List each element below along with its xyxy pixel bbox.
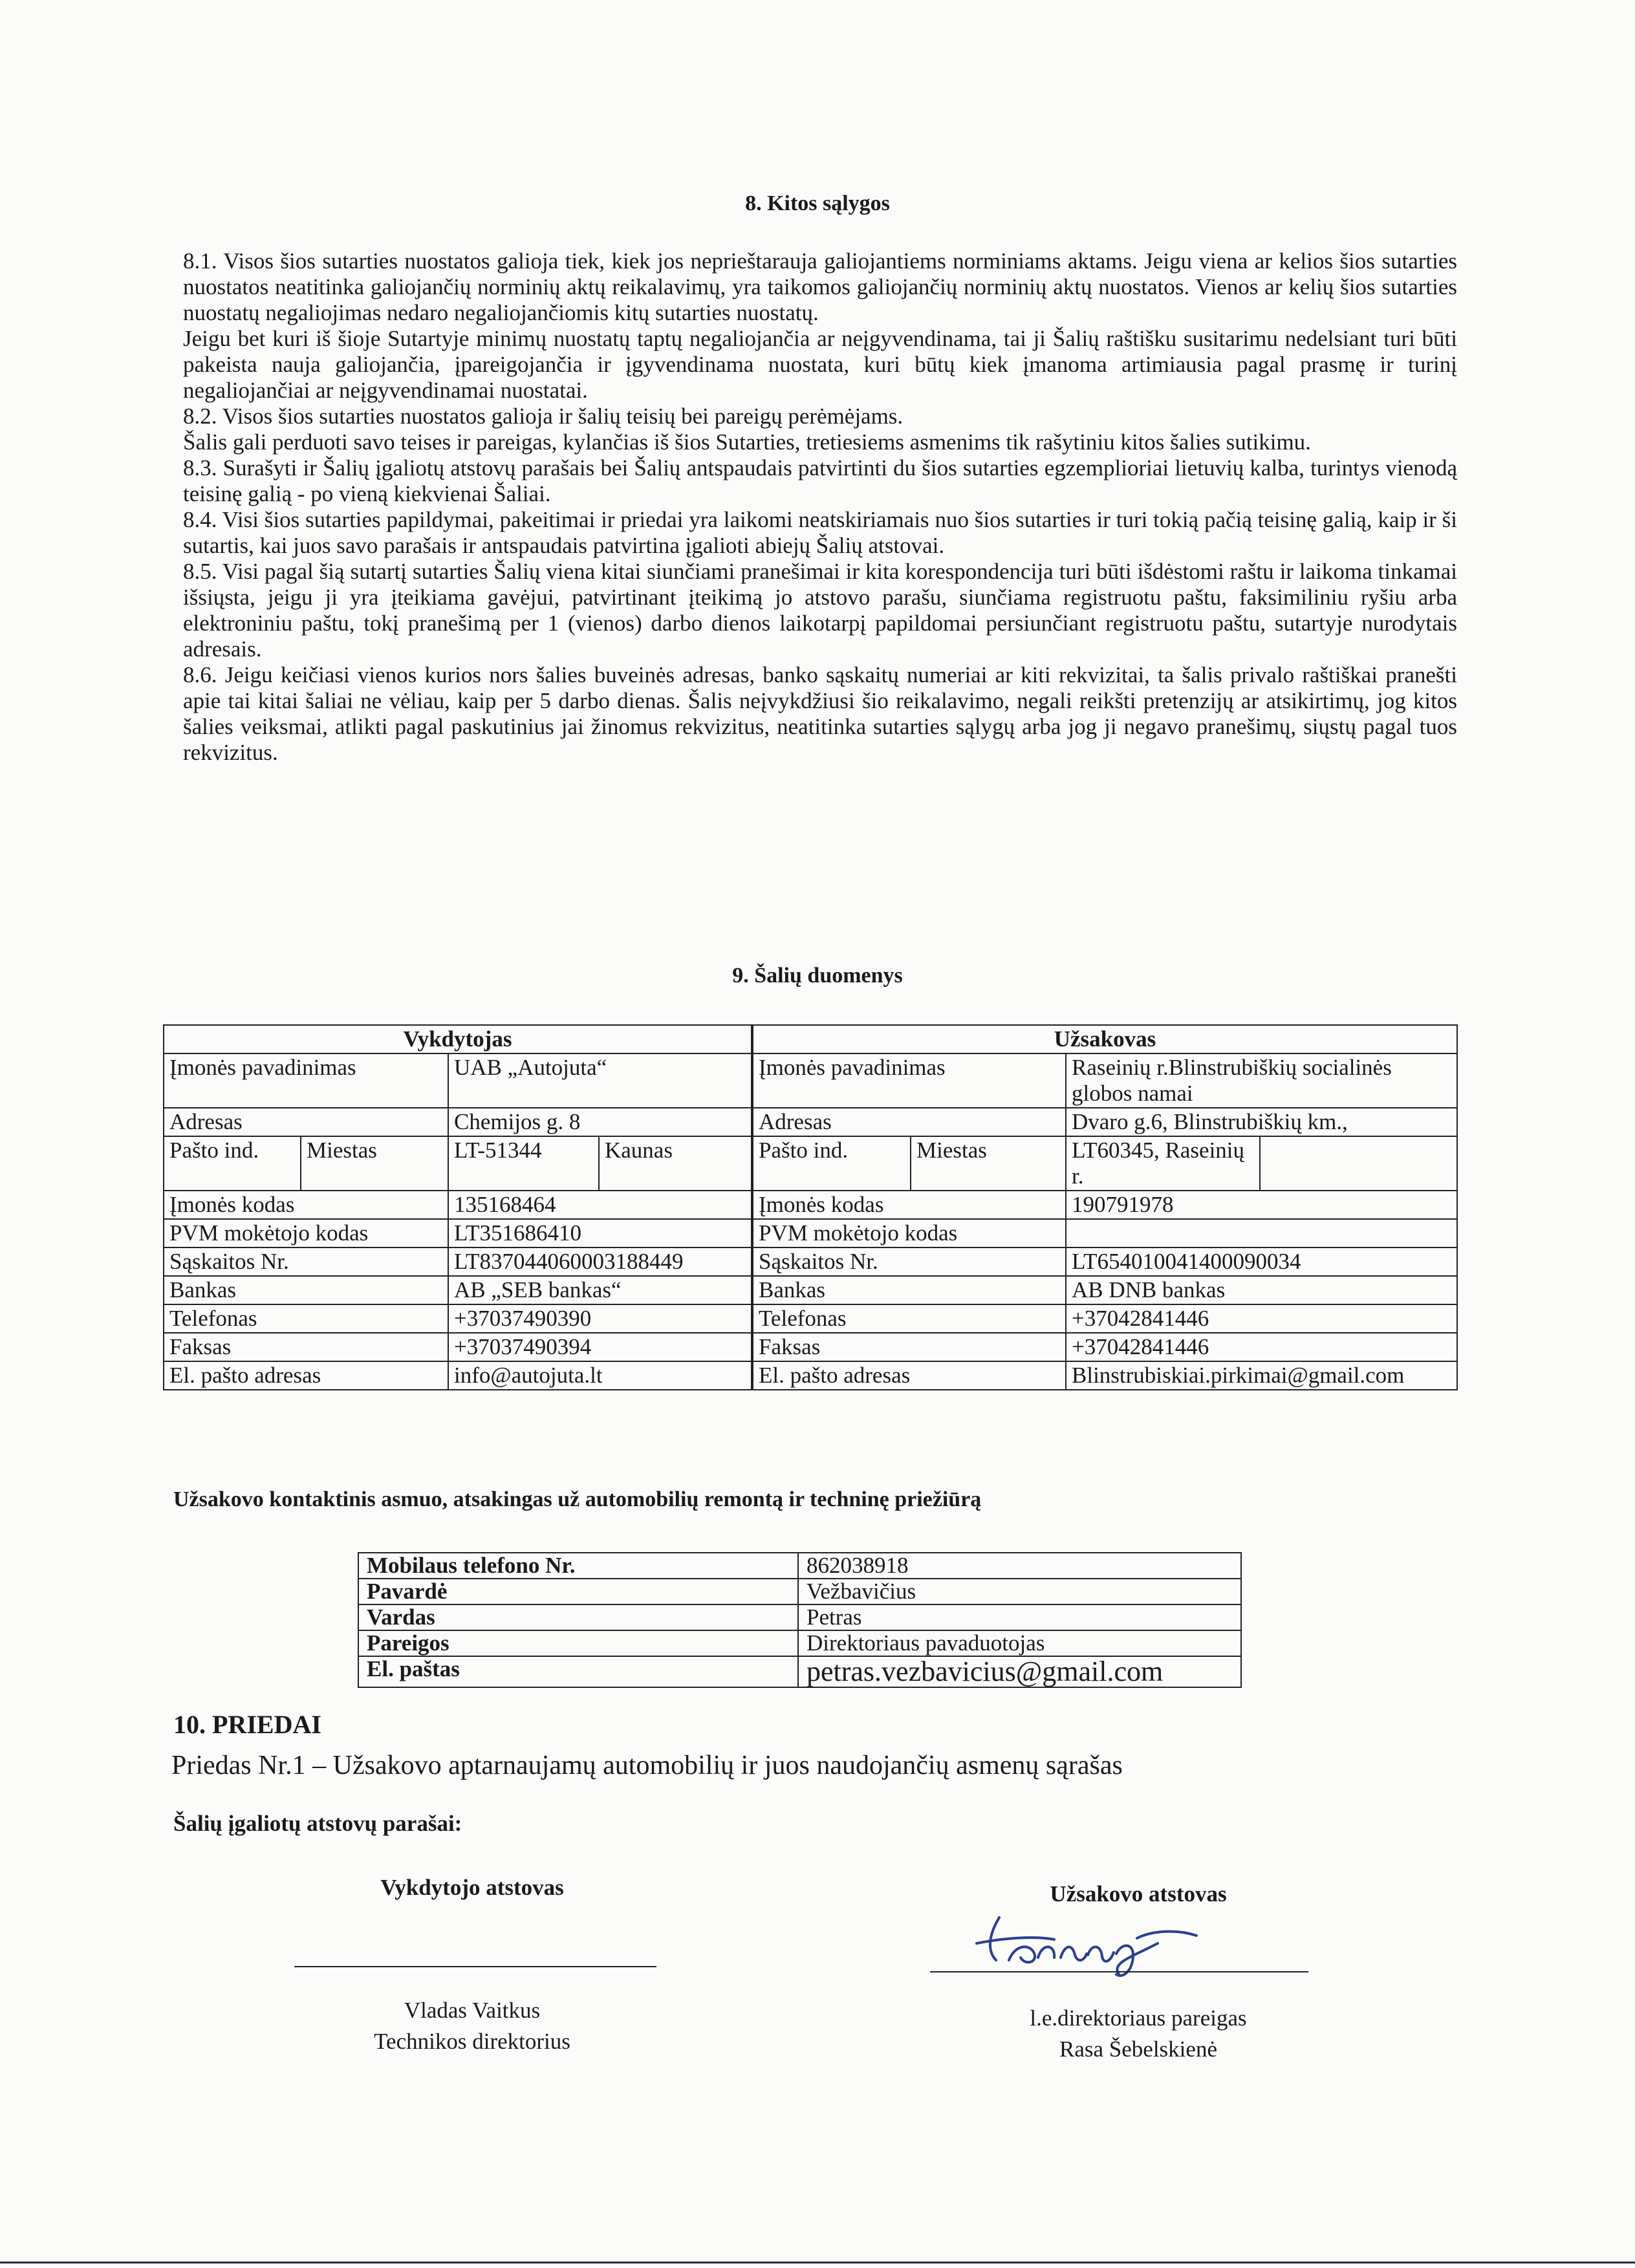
customer-value bbox=[1066, 1219, 1457, 1247]
table-row bbox=[358, 1604, 1241, 1630]
row-label: Bankas bbox=[164, 1276, 448, 1304]
table-row bbox=[358, 1579, 1241, 1604]
table-row bbox=[164, 1247, 1457, 1276]
customer-value: Blinstrubiskiai.pirkimai@gmail.com bbox=[1066, 1361, 1457, 1390]
customer-value: +37042841446 bbox=[1066, 1304, 1457, 1333]
customer-role: Užsakovo atstovas bbox=[1050, 1881, 1227, 1906]
row-label: Įmonės kodas bbox=[164, 1191, 448, 1219]
row-label: Sąskaitos Nr. bbox=[752, 1247, 1066, 1276]
executor-name: Vladas Vaitkus bbox=[404, 1998, 541, 2023]
executor-value: +37037490390 bbox=[448, 1304, 752, 1333]
customer-value: AB DNB bankas bbox=[1066, 1276, 1457, 1304]
city-label: Miestas bbox=[301, 1136, 448, 1191]
city-label: Miestas bbox=[911, 1136, 1066, 1191]
clause-paragraph: 8.1. Visos šios sutarties nuostatos galioja tiek, kiek jos neprieštarauja galiojantiems norminiams aktams. Jeigu viena ar kelios šios sutarties nuostatos neatitinka galiojančių norminių aktų reikalavimų, yra taikomos galiojančių norminių aktų nuostatos. Vienos ar kelių šios sutarties nuostatų negaliojimas nedaro negaliojančiomis kitų sutarties nuostatų. bbox=[183, 248, 1457, 325]
clause-paragraph: 8.5. Visi pagal šią sutartį sutarties Šalių viena kitai siunčiami pranešimai ir kita korespondencija turi būti išdėstomi raštu ir laikoma tinkamai išsiųsta, jeigu ji yra įteikiama gavėjui, patvirtinant įteikimą jo atstovo parašu, siunčiama registruotu paštu, faksimiliniu ryšiu arba elektroniniu paštu, tokį pranešimą per 1 (vienos) darbo dienos laikotarpį papildomai persiunčiant registruotu paštu, sutartyje nurodytais adresais. bbox=[183, 559, 1457, 662]
table-row bbox=[164, 1219, 1457, 1247]
executor-value: LT351686410 bbox=[448, 1219, 752, 1247]
section-9-title: 9. Šalių duomenys bbox=[732, 964, 903, 988]
customer-title: l.e.direktoriaus pareigas bbox=[1030, 2005, 1247, 2031]
executor-signatory bbox=[226, 1995, 718, 2057]
row-label: Įmonės pavadinimas bbox=[752, 1053, 1066, 1108]
contact-label: Pavardė bbox=[358, 1579, 798, 1604]
executor-signature-line bbox=[294, 1966, 656, 1967]
handwritten-signature bbox=[964, 1898, 1242, 1982]
row-label: El. pašto adresas bbox=[752, 1361, 1066, 1390]
executor-value: Chemijos g. 8 bbox=[448, 1108, 752, 1136]
executor-header: Vykdytojas bbox=[164, 1025, 752, 1053]
clause-paragraph: 8.4. Visi šios sutarties papildymai, pakeitimai ir priedai yra laikomi neatskiriamais nuo šios sutarties ir turi tokią pačią teisinę galią, kaip ir ši sutartis, kai juos savo parašais ir antspaudais patvirtina įgalioti abiejų Šalių atstovai. bbox=[183, 507, 1457, 558]
table-row bbox=[358, 1630, 1241, 1656]
contact-value: petras.vezbavicius@gmail.com bbox=[798, 1656, 1241, 1687]
table-row bbox=[164, 1304, 1457, 1333]
row-label: Bankas bbox=[752, 1276, 1066, 1304]
customer-name: Rasa Šebelskienė bbox=[1059, 2036, 1217, 2062]
table-row bbox=[164, 1053, 1457, 1108]
contact-value: 862038918 bbox=[798, 1553, 1241, 1579]
row-label: Faksas bbox=[164, 1333, 448, 1361]
executor-value: 135168464 bbox=[448, 1191, 752, 1219]
table-row bbox=[164, 1361, 1457, 1390]
section-10-title: 10. PRIEDAI bbox=[173, 1710, 321, 1739]
customer-signatory bbox=[893, 2003, 1384, 2065]
customer-signature-line bbox=[930, 1971, 1308, 1972]
executor-title: Technikos direktorius bbox=[374, 2029, 570, 2054]
section-8-title: 8. Kitos sąlygos bbox=[745, 191, 890, 215]
executor-signature-block bbox=[226, 1872, 718, 1903]
table-row bbox=[164, 1333, 1457, 1361]
signatures-heading: Šalių įgaliotų atstovų parašai: bbox=[173, 1811, 462, 1836]
contact-value: Vežbavičius bbox=[798, 1579, 1241, 1604]
row-label: El. pašto adresas bbox=[164, 1361, 448, 1390]
table-row bbox=[164, 1276, 1457, 1304]
row-label: PVM mokėtojo kodas bbox=[752, 1219, 1066, 1247]
scan-edge-line bbox=[0, 2262, 1635, 2263]
table-row bbox=[358, 1553, 1241, 1579]
executor-postal-code: LT-51344 bbox=[448, 1136, 599, 1191]
customer-value: Dvaro g.6, Blinstrubiškių km., bbox=[1066, 1108, 1457, 1136]
parties-data-table bbox=[163, 1024, 1458, 1390]
table-row bbox=[164, 1191, 1457, 1219]
row-label: Adresas bbox=[164, 1108, 448, 1136]
table-row bbox=[358, 1656, 1241, 1687]
contact-label: Pareigos bbox=[358, 1630, 798, 1656]
contact-value: Petras bbox=[798, 1604, 1241, 1630]
row-label: Įmonės pavadinimas bbox=[164, 1053, 448, 1108]
annex-item: Priedas Nr.1 – Užsakovo aptarnaujamų automobilių ir juos naudojančių asmenų sąrašas bbox=[171, 1751, 1123, 1780]
customer-value: 190791978 bbox=[1066, 1191, 1457, 1219]
executor-value: AB „SEB bankas“ bbox=[448, 1276, 752, 1304]
row-label: Faksas bbox=[752, 1333, 1066, 1361]
executor-value: UAB „Autojuta“ bbox=[448, 1053, 752, 1108]
table-row bbox=[164, 1108, 1457, 1136]
clause-paragraph: Šalis gali perduoti savo teises ir pareigas, kylančias iš šios Sutarties, tretiesiems asmenims tik rašytiniu kitos šalies sutikimu. bbox=[183, 429, 1311, 455]
customer-postal-code: LT60345, Raseinių r. bbox=[1066, 1136, 1260, 1191]
clause-paragraph: 8.3. Surašyti ir Šalių įgaliotų atstovų parašais bei Šalių antspaudais patvirtinti du šios sutarties egzemplioriai lietuvių kalba, turintys vienodą teisinę galią - po vieną kiekvienai Šaliai. bbox=[183, 455, 1457, 506]
contact-person-table bbox=[358, 1552, 1242, 1688]
row-label: Telefonas bbox=[164, 1304, 448, 1333]
customer-header: Užsakovas bbox=[752, 1025, 1457, 1053]
postal-label: Pašto ind. bbox=[752, 1136, 911, 1191]
executor-city: Kaunas bbox=[599, 1136, 752, 1191]
customer-value: LT654010041400090034 bbox=[1066, 1247, 1457, 1276]
clause-paragraph: Jeigu bet kuri iš šioje Sutartyje minimų nuostatų taptų negaliojančia ar neįgyvendinama, tai ji Šalių raštišku susitarimu nedelsiant turi būti pakeista nauja galiojančia, įpareigojančia ir įgyvendinama nuostata, kuri būtų kiek įmanoma artimiausia pagal prasmę ir turinį negaliojančiai ar neįgyvendinamai nuostatai. bbox=[183, 326, 1457, 403]
row-label: Telefonas bbox=[752, 1304, 1066, 1333]
postal-label: Pašto ind. bbox=[164, 1136, 301, 1191]
executor-role: Vykdytojo atstovas bbox=[380, 1875, 564, 1900]
contact-person-heading: Užsakovo kontaktinis asmuo, atsakingas už automobilių remontą ir techninę priežiūrą bbox=[173, 1487, 982, 1511]
contact-label: Vardas bbox=[358, 1604, 798, 1630]
clause-paragraph: 8.6. Jeigu keičiasi vienos kurios nors šalies buveinės adresas, banko sąskaitų numeriai ar kiti rekvizitai, ta šalis privalo raštiškai pranešti apie tai kitai šaliai ne vėliau, kaip per 5 darbo dienas. Šalis neįvykdžiusi šio reikalavimo, negali reikšti pretenzijų ar atsikirtimų, jog kitos šalies veiksmai, atlikti pagal paskutinius jai žinomus rekvizitus, neatitinka sutarties sąlygų arba jog ji negavo pranešimų, siųstų pagal tuos rekvizitus. bbox=[183, 662, 1457, 765]
executor-value: +37037490394 bbox=[448, 1333, 752, 1361]
row-label: Adresas bbox=[752, 1108, 1066, 1136]
row-label: Įmonės kodas bbox=[752, 1191, 1066, 1219]
row-label: PVM mokėtojo kodas bbox=[164, 1219, 448, 1247]
clause-paragraph: 8.2. Visos šios sutarties nuostatos galioja ir šalių teisių bei pareigų perėmėjams. bbox=[183, 404, 904, 429]
table-header-row bbox=[164, 1025, 1457, 1053]
customer-value: Raseinių r.Blinstrubiškių socialinės globos namai bbox=[1066, 1053, 1457, 1108]
executor-value: info@autojuta.lt bbox=[448, 1361, 752, 1390]
customer-value: +37042841446 bbox=[1066, 1333, 1457, 1361]
table-row-postal bbox=[164, 1136, 1457, 1191]
contact-label: El. paštas bbox=[358, 1656, 798, 1687]
section-8-clauses bbox=[183, 248, 1457, 766]
contact-value: Direktoriaus pavaduotojas bbox=[798, 1630, 1241, 1656]
contact-label: Mobilaus telefono Nr. bbox=[358, 1553, 798, 1579]
row-label: Sąskaitos Nr. bbox=[164, 1247, 448, 1276]
executor-value: LT837044060003188449 bbox=[448, 1247, 752, 1276]
customer-city bbox=[1260, 1136, 1457, 1191]
